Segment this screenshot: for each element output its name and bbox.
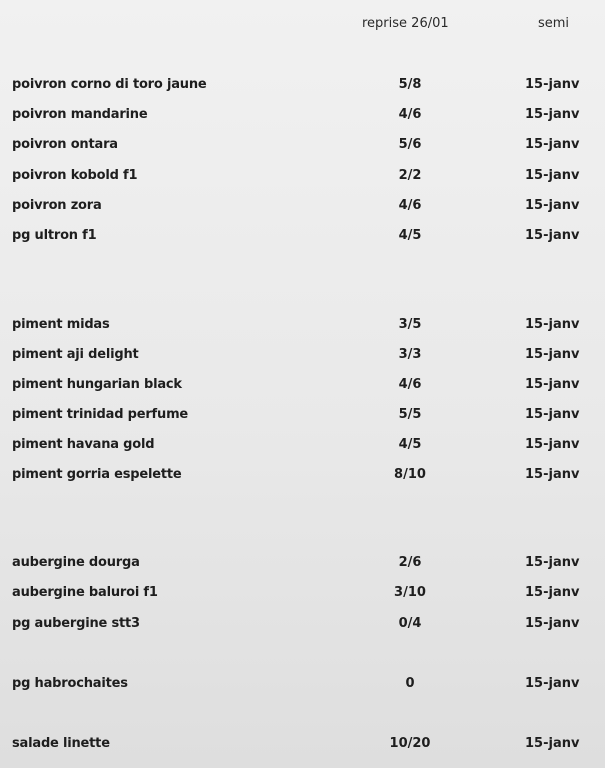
reprise-value: 0 — [405, 676, 415, 691]
semi-date: 15-janv — [525, 616, 580, 631]
table-row — [0, 347, 605, 367]
reprise-value: 2/6 — [398, 555, 422, 570]
semi-date: 15-janv — [525, 137, 580, 152]
table-row — [0, 467, 605, 487]
variety-name: piment aji delight — [12, 347, 139, 362]
semi-date: 15-janv — [525, 676, 580, 691]
reprise-value: 4/6 — [398, 377, 422, 392]
semi-date: 15-janv — [525, 736, 580, 751]
reprise-value: 10/20 — [389, 736, 431, 751]
semi-date: 15-janv — [525, 407, 580, 422]
semi-date: 15-janv — [525, 228, 580, 243]
reprise-value: 5/6 — [398, 137, 422, 152]
variety-name: poivron mandarine — [12, 107, 148, 122]
variety-name: piment hungarian black — [12, 377, 182, 392]
reprise-value: 4/6 — [398, 107, 422, 122]
table-row — [0, 377, 605, 397]
reprise-value: 4/5 — [398, 437, 422, 452]
semi-date: 15-janv — [525, 437, 580, 452]
variety-name: pg ultron f1 — [12, 228, 97, 243]
table-row — [0, 555, 605, 575]
semi-date: 15-janv — [525, 168, 580, 183]
table-row — [0, 137, 605, 157]
semi-date: 15-janv — [525, 467, 580, 482]
variety-name: poivron corno di toro jaune — [12, 77, 207, 92]
semi-date: 15-janv — [525, 585, 580, 600]
table-row — [0, 437, 605, 457]
table-row — [0, 198, 605, 218]
reprise-value: 4/6 — [398, 198, 422, 213]
reprise-value: 3/3 — [398, 347, 422, 362]
reprise-value: 3/10 — [394, 585, 426, 600]
reprise-value: 3/5 — [398, 317, 422, 332]
header-reprise: reprise 26/01 — [362, 16, 449, 31]
variety-name: pg aubergine stt3 — [12, 616, 140, 631]
table-row — [0, 616, 605, 636]
semi-date: 15-janv — [525, 77, 580, 92]
semi-date: 15-janv — [525, 347, 580, 362]
variety-name: poivron kobold f1 — [12, 168, 138, 183]
table-row — [0, 676, 605, 696]
table-row — [0, 407, 605, 427]
reprise-value: 0/4 — [398, 616, 422, 631]
variety-name: piment trinidad perfume — [12, 407, 189, 422]
variety-name: aubergine dourga — [12, 555, 140, 570]
table-row — [0, 168, 605, 188]
table-row — [0, 736, 605, 756]
table-row — [0, 228, 605, 248]
table-row — [0, 107, 605, 127]
reprise-value: 5/8 — [398, 77, 422, 92]
variety-name: piment gorria espelette — [12, 467, 182, 482]
reprise-value: 2/2 — [398, 168, 422, 183]
reprise-value: 8/10 — [394, 467, 426, 482]
reprise-value: 5/5 — [398, 407, 422, 422]
variety-name: aubergine baluroi f1 — [12, 585, 158, 600]
variety-name: piment midas — [12, 317, 110, 332]
semi-date: 15-janv — [525, 107, 580, 122]
variety-name: poivron ontara — [12, 137, 118, 152]
reprise-value: 4/5 — [398, 228, 422, 243]
variety-name: salade linette — [12, 736, 110, 751]
variety-name: poivron zora — [12, 198, 102, 213]
table-row — [0, 585, 605, 605]
variety-name: pg habrochaites — [12, 676, 128, 691]
semi-date: 15-janv — [525, 377, 580, 392]
semi-date: 15-janv — [525, 198, 580, 213]
variety-name: piment havana gold — [12, 437, 155, 452]
semi-date: 15-janv — [525, 317, 580, 332]
table-row — [0, 77, 605, 97]
header-semi: semi — [538, 16, 570, 31]
table-row — [0, 317, 605, 337]
semi-date: 15-janv — [525, 555, 580, 570]
